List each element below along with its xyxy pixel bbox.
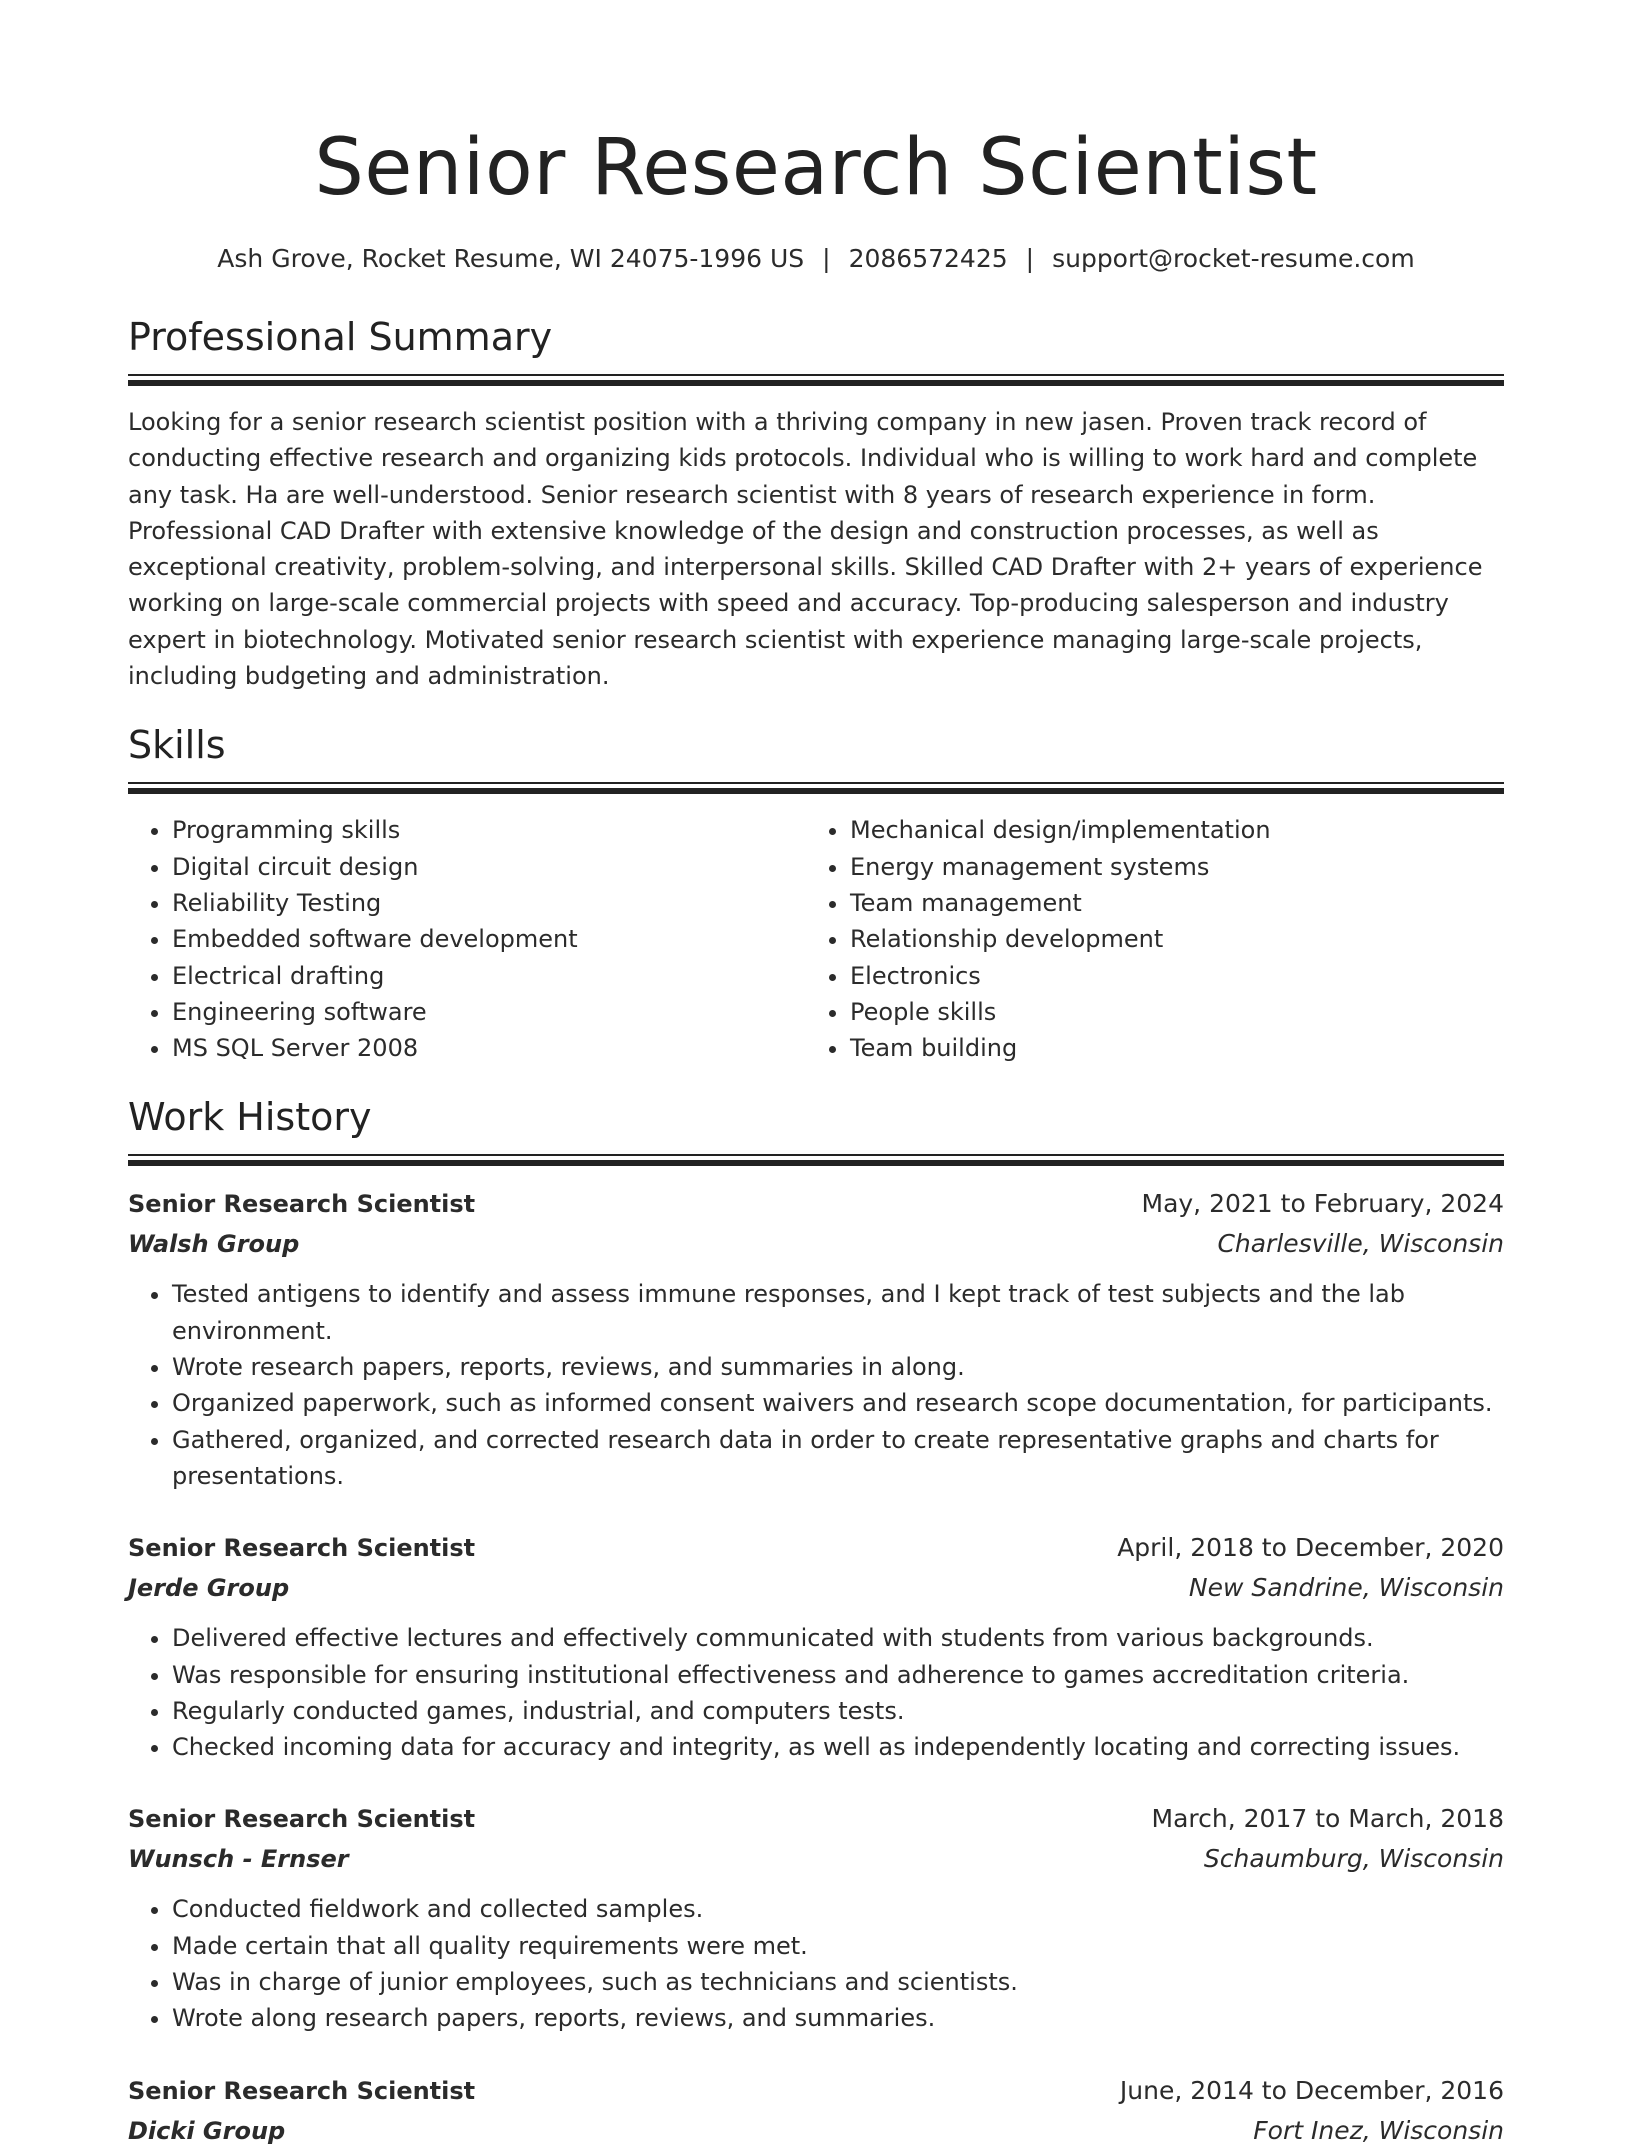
skill-item: • Energy management systems	[850, 849, 1484, 885]
job-bullet: • Gathered, organized, and corrected research data in order to create representative graphs and charts for presentations.	[172, 1422, 1504, 1495]
contact-separator: |	[1025, 244, 1035, 273]
job-bullet: • Checked incoming data for accuracy and integrity, as well as independently locating and correcting issues.	[172, 1729, 1504, 1765]
job-bullet: • Was responsible for ensuring institutional effectiveness and adherence to games accreditation criteria.	[172, 1657, 1504, 1693]
job-bullet: • Regularly conducted games, industrial, and computers tests.	[172, 1693, 1504, 1729]
contact-line	[128, 242, 1504, 276]
job-header	[128, 1528, 1504, 1568]
job-header	[128, 1184, 1504, 1224]
job-subheader	[128, 1839, 1504, 1879]
section-title-skills: Skills	[128, 723, 226, 768]
skill-item: • Embedded software development	[172, 921, 806, 957]
job-bullet: • Conducted fieldwork and collected samples.	[172, 1891, 1504, 1927]
skill-item: • Electronics	[850, 958, 1484, 994]
skill-item: • Programming skills	[172, 812, 806, 848]
job-dates: May, 2021 to February, 2024	[1141, 1189, 1504, 1219]
skill-item: • Team building	[850, 1030, 1484, 1066]
job-bullet: • Organized paperwork, such as informed consent waivers and research scope documentation, for participants.	[172, 1385, 1504, 1421]
job-bullet: • Made certain that all quality requirements were met.	[172, 1928, 1504, 1964]
job-title: Senior Research Scientist	[128, 1534, 476, 1563]
summary-text: Looking for a senior research scientist position with a thriving company in new jasen. Proven track record of conducting effective research and organizing kids protocols. Individual who is willing to work hard and complete any task. Ha are well-understood. Senior research scientist with 8 years of research experience in form. Professional CAD Drafter with extensive knowledge of the design and construction processes, as well as exceptional creativity, problem-solving, and interpersonal skills. Skilled CAD Drafter with 2+ years of experience working on large-scale commercial projects with speed and accuracy. Top-producing salesperson and industry expert in biotechnology. Motivated senior research scientist with experience managing large-scale projects, including budgeting and administration.	[128, 408, 1483, 691]
resume-page	[128, 0, 1504, 2151]
job-entry	[128, 1184, 1504, 1494]
skill-item: • Reliability Testing	[172, 885, 806, 921]
skill-item: • Relationship development	[850, 921, 1484, 957]
job-title: Senior Research Scientist	[128, 2076, 476, 2105]
job-entry	[128, 1799, 1504, 2036]
contact-separator: |	[822, 244, 831, 273]
skill-item: • Mechanical design/implementation	[850, 812, 1484, 848]
work-history-section	[128, 1094, 1504, 2150]
job-entry	[128, 2071, 1504, 2151]
job-entry	[128, 1528, 1504, 1765]
section-title-summary: Professional Summary	[128, 315, 553, 359]
contact-phone: 2086572425	[848, 244, 1008, 273]
job-header	[128, 2071, 1504, 2111]
skill-item: • Team management	[850, 885, 1484, 921]
skills-columns	[128, 812, 1504, 1066]
skills-section	[128, 722, 1504, 1066]
job-location: Charlesville, Wisconsin	[1217, 1229, 1504, 1259]
skill-item: • People skills	[850, 994, 1484, 1030]
skills-list-right	[806, 812, 1484, 1066]
skill-item: • Electrical drafting	[172, 958, 806, 994]
job-bullets	[128, 1276, 1504, 1494]
skills-list-left	[128, 812, 806, 1066]
job-bullet: • Wrote along research papers, reports, reviews, and summaries.	[172, 2000, 1504, 2036]
job-company: Dicki Group	[128, 2116, 286, 2145]
job-bullet: • Tested antigens to identify and assess immune responses, and I kept track of test subjects and the lab environment.	[172, 1276, 1504, 1349]
job-company: Walsh Group	[128, 1230, 300, 1259]
skill-item: • Digital circuit design	[172, 849, 806, 885]
skill-item: • MS SQL Server 2008	[172, 1030, 806, 1066]
job-dates: June, 2014 to December, 2016	[1119, 2075, 1504, 2105]
job-company: Wunsch - Ernser	[128, 1845, 349, 1874]
job-title: Senior Research Scientist	[128, 1805, 476, 1834]
job-header	[128, 1799, 1504, 1839]
job-bullet: • Wrote research papers, reports, reviews, and summaries in along.	[172, 1349, 1504, 1385]
job-title: Senior Research Scientist	[128, 1190, 476, 1219]
job-bullets	[128, 1891, 1504, 2036]
job-dates: April, 2018 to December, 2020	[1117, 1533, 1504, 1563]
job-location: Schaumburg, Wisconsin	[1203, 1844, 1504, 1874]
job-location: Fort Inez, Wisconsin	[1253, 2115, 1504, 2145]
contact-email: support@rocket-resume.com	[1052, 244, 1415, 273]
summary-section	[128, 314, 1504, 694]
resume-name: Senior Research Scientist	[314, 123, 1318, 213]
job-bullets	[128, 1620, 1504, 1765]
job-subheader	[128, 1568, 1504, 1608]
job-company: Jerde Group	[128, 1574, 290, 1603]
job-location: New Sandrine, Wisconsin	[1188, 1573, 1504, 1603]
section-divider	[128, 1154, 1504, 1166]
section-divider	[128, 782, 1504, 794]
section-divider	[128, 374, 1504, 386]
skill-item: • Engineering software	[172, 994, 806, 1030]
job-subheader	[128, 1224, 1504, 1264]
job-bullet: • Was in charge of junior employees, such as technicians and scientists.	[172, 1964, 1504, 2000]
section-title-work: Work History	[128, 1095, 372, 1140]
job-bullet: • Delivered effective lectures and effectively communicated with students from various backgrounds.	[172, 1620, 1504, 1656]
job-dates: March, 2017 to March, 2018	[1151, 1804, 1504, 1834]
job-subheader	[128, 2111, 1504, 2151]
contact-address: Ash Grove, Rocket Resume, WI 24075-1996 US	[217, 244, 805, 273]
